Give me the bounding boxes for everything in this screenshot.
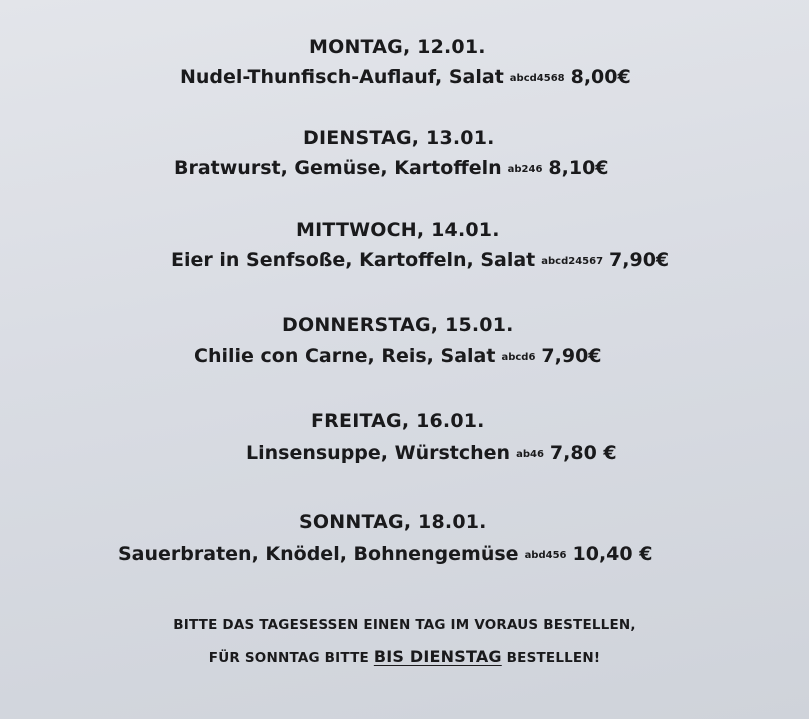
meal-line bbox=[171, 249, 669, 271]
day-heading: DONNERSTAG, 15.01. bbox=[282, 314, 514, 336]
dish-name: Linsensuppe, Würstchen bbox=[246, 442, 511, 464]
allergen-code: abd456 bbox=[524, 550, 567, 561]
meal-price: 7,90€ bbox=[609, 249, 670, 271]
day-heading: MITTWOCH, 14.01. bbox=[296, 219, 500, 241]
meal-line bbox=[174, 157, 609, 179]
allergen-code: abcd6 bbox=[501, 352, 536, 363]
dish-name: Eier in Senfsoße, Kartoffeln, Salat bbox=[171, 249, 536, 271]
allergen-code: ab246 bbox=[507, 164, 543, 175]
notice-deadline-emphasis: BIS DIENSTAG bbox=[373, 647, 502, 666]
order-notice-line-2 bbox=[0, 647, 809, 666]
allergen-code: ab46 bbox=[516, 449, 544, 460]
day-heading: FREITAG, 16.01. bbox=[311, 410, 485, 432]
allergen-code: abcd24567 bbox=[541, 256, 604, 267]
day-heading: SONNTAG, 18.01. bbox=[299, 511, 487, 533]
day-heading: DIENSTAG, 13.01. bbox=[303, 127, 495, 149]
meal-price: 7,80 € bbox=[549, 442, 617, 464]
dish-name: Nudel-Thunfisch-Auflauf, Salat bbox=[180, 66, 504, 88]
meal-price: 8,10€ bbox=[548, 157, 609, 179]
day-heading: MONTAG, 12.01. bbox=[309, 36, 486, 58]
meal-line bbox=[118, 543, 652, 565]
meal-line bbox=[246, 442, 617, 464]
meal-price: 10,40 € bbox=[572, 543, 653, 565]
dish-name: Sauerbraten, Knödel, Bohnengemüse bbox=[118, 543, 519, 565]
notice-text-after: BESTELLEN! bbox=[506, 650, 601, 666]
dish-name: Chilie con Carne, Reis, Salat bbox=[194, 345, 496, 367]
allergen-code: abcd4568 bbox=[509, 73, 565, 84]
meal-price: 7,90€ bbox=[541, 345, 602, 367]
dish-name: Bratwurst, Gemüse, Kartoffeln bbox=[174, 157, 502, 179]
order-notice-line-1: BITTE DAS TAGESESSEN EINEN TAG IM VORAUS BESTELLEN, bbox=[173, 617, 636, 633]
meal-line bbox=[194, 345, 602, 367]
meal-price: 8,00€ bbox=[570, 66, 631, 88]
notice-text-before: FÜR SONNTAG BITTE bbox=[208, 650, 369, 666]
meal-line bbox=[180, 66, 631, 88]
